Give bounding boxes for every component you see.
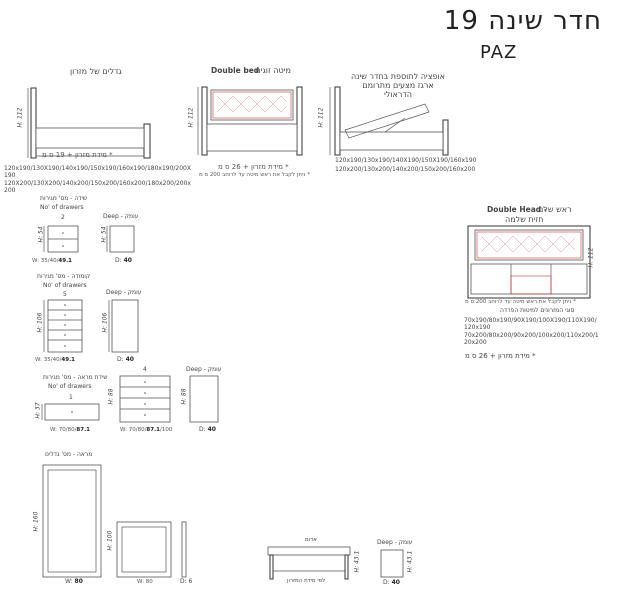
nightstand-drawing <box>37 224 90 259</box>
nightstand-deep-height: H: 54 <box>100 226 108 243</box>
storage-bed-drawing <box>325 82 455 162</box>
bed-frame-sizes: 120x190/130X190/140x190/150x190/160x190/180x190/200X 190 <box>4 165 191 179</box>
double-head-note2: סוגי המזרונים למיטות הפרדה <box>500 307 575 314</box>
storage-bed-sizes2: 120x200/130x200/140x200/150x200/160x200 <box>335 166 476 173</box>
mirror-chest-small-drawing <box>40 402 105 424</box>
mirror-chest-small-width: W: 70/80/87.1 <box>50 427 90 433</box>
dresser-height: H: 106 <box>36 312 44 333</box>
storage-bed-height: H: 112 <box>317 107 325 128</box>
dresser-drawing <box>40 298 90 358</box>
bench-bottom: לפי מידת המזרון <box>287 578 326 584</box>
mirror-chest-count-large: 4 <box>143 366 147 373</box>
dresser-deep-label: Deep - עומק <box>106 289 142 296</box>
nightstand-width: W: 35/40/49.1 <box>32 258 72 264</box>
mirror-label: מראה - מס' גדלים <box>45 451 93 458</box>
mirror-chest-large-width: W: 70/80/87.1/100 <box>120 427 173 433</box>
mirror-tall-drawing <box>40 463 105 581</box>
double-head-sizes1: 70x190/80x190/90X190/100X190/110X190/ 120x190 <box>464 317 597 331</box>
storage-bed-label: אופציה לתוספת בחדר שינה ארגז מצעים מתרומם הדראולי <box>351 72 445 100</box>
dresser-label-he: קומודה - מס' מגירות <box>37 273 91 280</box>
nightstand-label-he: שידה - מס' מגירות <box>40 195 88 202</box>
double-head-label-he2: חזית שלמה <box>505 215 544 224</box>
bench-height: H: 43.1 <box>353 550 361 573</box>
dresser-side-drawing <box>107 298 142 358</box>
page-subtitle: PAZ <box>480 42 518 63</box>
mirror-square-height: H: 100 <box>106 530 114 551</box>
bench-label: אדום <box>305 537 317 543</box>
nightstand-height: H: 54 <box>37 226 45 243</box>
mirror-chest-deep-height: H: 88 <box>180 388 188 405</box>
mirror-tall-width: W: 80 <box>65 578 83 585</box>
double-head-drawing <box>463 224 593 304</box>
double-bed-drawing <box>195 82 310 162</box>
dresser-count: 5 <box>63 291 67 298</box>
double-bed-note2: * ניתן לקבל את ראש מיטה עד לרוחב 200 ס מ <box>199 172 310 178</box>
bed-frame-sizes2: 120X200/130X200/140x200/150x200/160x200/180x200/200x 200 <box>4 180 191 194</box>
bed-frame-label: גדלים של מזרון <box>70 67 122 76</box>
nightstand-deep-label: Deep - עומק <box>103 213 139 220</box>
mirror-chest-deep-label: Deep - עומק <box>186 366 222 373</box>
double-head-note3: * מידת מזרון + 26 ס מ <box>465 352 536 360</box>
double-bed-label-en: Double bed <box>211 66 260 75</box>
double-bed-height: H: 112 <box>187 107 195 128</box>
dresser-deep-height: H: 106 <box>101 312 109 333</box>
nightstand-label-en: No' of drawers <box>40 204 84 211</box>
mirror-chest-large-height: H: 88 <box>107 388 115 405</box>
mirror-chest-count-small: 1 <box>69 394 73 401</box>
double-head-sizes2: 70x200/80x200/90x200/100x200/110x200/1 20x200 <box>464 332 599 346</box>
bench-drawing <box>265 545 355 580</box>
page-title: חדר שינה 19 <box>443 6 602 36</box>
dresser-width: W: 35/40/49.1 <box>35 357 75 363</box>
mirror-chest-large-drawing <box>115 374 175 424</box>
mirror-chest-small-height: H: 37 <box>34 402 42 419</box>
nightstand-side-drawing <box>105 224 140 259</box>
double-bed-note1: * מידת מזרון + 26 ס מ <box>218 163 289 171</box>
mirror-side-drawing <box>181 520 191 580</box>
mirror-depth: D: 6 <box>180 578 193 585</box>
double-head-note1: * ניתן לקבל את ראש מיטה עד לרוחב 200 ס מ <box>465 299 576 305</box>
bench-depth: D: 40 <box>383 579 400 586</box>
nightstand-count: 2 <box>61 214 65 221</box>
double-head-label-en: Double Head - <box>487 205 547 214</box>
mirror-chest-side-drawing <box>187 374 222 424</box>
bed-frame-note: * מידת מזרון + 19 ס מ <box>42 151 113 159</box>
mirror-square-width: W: 80 <box>137 579 153 585</box>
mirror-tall-height: H: 160 <box>32 511 40 532</box>
dresser-depth: D: 40 <box>117 356 134 363</box>
bed-frame-height: H: 112 <box>16 107 24 128</box>
bench-deep-label: Deep - עומק <box>377 539 413 546</box>
double-bed-label-he: מיטה זוגית - <box>250 66 291 75</box>
nightstand-depth: D: 40 <box>115 257 132 264</box>
storage-bed-sizes: 120x190/130x190/140X190/150X190/160x190 <box>335 157 477 164</box>
mirror-chest-label-en: No' of drawers <box>48 383 92 390</box>
double-head-height: H: 112 <box>587 247 595 268</box>
dresser-label-en: No' of drawers <box>43 282 87 289</box>
bench-deep-height: H: 43.1 <box>406 550 414 573</box>
mirror-chest-label-he: שידת מראה - מס' מגירות <box>43 374 108 381</box>
mirror-square-drawing <box>115 520 175 580</box>
mirror-chest-depth: D: 40 <box>199 426 216 433</box>
double-head-label-he: ראש שלם <box>538 205 572 214</box>
